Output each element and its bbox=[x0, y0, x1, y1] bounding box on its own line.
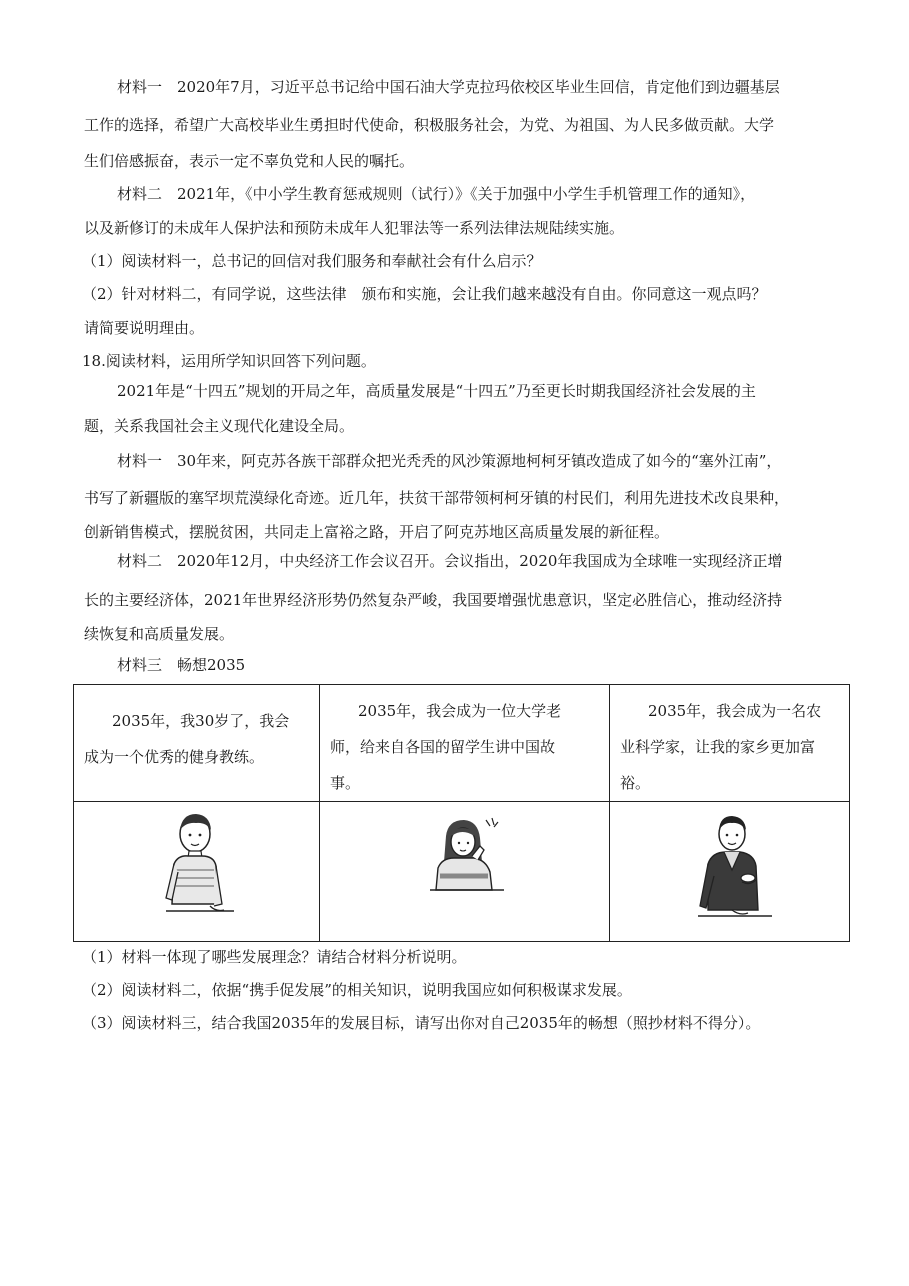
q18-question2: （2）阅读材料二，依据“携手促发展”的相关知识，说明我国应如何积极谋求发展。 bbox=[82, 981, 632, 999]
cell2-line3: 事。 bbox=[330, 774, 361, 792]
q17-question2-cont: 请简要说明理由。 bbox=[84, 319, 205, 337]
picture-cell-girl bbox=[320, 802, 610, 942]
cell1-line2: 成为一个优秀的健身教练。 bbox=[84, 748, 265, 766]
q17-material1-line3: 生们倍感振奋，表示一定不辜负党和人民的嘱托。 bbox=[84, 152, 415, 170]
dream-2035-table bbox=[73, 684, 850, 942]
cell3-line2: 业科学家，让我的家乡更加富 bbox=[620, 738, 816, 756]
girl-figure-illustration bbox=[428, 816, 508, 898]
q18-material1-line3: 创新销售模式，摆脱贫困，共同走上富裕之路，开启了阿克苏地区高质量发展的新征程。 bbox=[84, 523, 670, 541]
picture-cell-young-man bbox=[610, 802, 850, 942]
boy-figure-illustration bbox=[156, 808, 236, 926]
q18-material2-line3: 续恢复和高质量发展。 bbox=[84, 625, 235, 643]
table-cell-coach bbox=[74, 685, 320, 802]
q17-question1: （1）阅读材料一，总书记的回信对我们服务和奉献社会有什么启示？ bbox=[82, 252, 542, 270]
cell2-line1: 2035年，我会成为一位大学老 bbox=[358, 702, 562, 720]
picture-cell-boy bbox=[74, 802, 320, 942]
cell2-line2: 师，给来自各国的留学生讲中国故 bbox=[330, 738, 556, 756]
table-cell-teacher bbox=[320, 685, 610, 802]
q17-material2-line1: 材料二 2021年，《中小学生教育惩戒规则（试行）》《关于加强中小学生手机管理工作的通知》， bbox=[117, 185, 756, 203]
table-cell-scientist bbox=[610, 685, 850, 802]
q18-material2-line2: 长的主要经济体，2021年世界经济形势仍然复杂严峻，我国要增强忧患意识，坚定必胜信心，推动经济持 bbox=[84, 591, 783, 609]
q18-material1-line2: 书写了新疆版的塞罕坝荒漠绿化奇迹。近几年，扶贫干部带领柯柯牙镇的村民们，利用先进技术改良果种， bbox=[84, 489, 790, 507]
q17-material1-line1: 材料一 2020年7月，习近平总书记给中国石油大学克拉玛依校区毕业生回信，肯定他们到边疆基层 bbox=[117, 78, 780, 96]
q17-material1-line2: 工作的选择，希望广大高校毕业生勇担时代使命，积极服务社会，为党、为祖国、为人民多做贡献。大学 bbox=[84, 116, 775, 134]
q18-material2-line1: 材料二 2020年12月，中央经济工作会议召开。会议指出，2020年我国成为全球唯一实现经济正增 bbox=[117, 552, 783, 570]
q18-material3-title: 材料三 畅想2035 bbox=[117, 656, 246, 674]
q18-intro-line2: 题，关系我国社会主义现代化建设全局。 bbox=[84, 417, 355, 435]
q18-question1: （1）材料一体现了哪些发展理念？请结合材料分析说明。 bbox=[82, 948, 467, 966]
cell3-line3: 裕。 bbox=[620, 774, 651, 792]
q18-intro-line1: 2021年是“十四五”规划的开局之年，高质量发展是“十四五”乃至更长时期我国经济社会发展的主 bbox=[117, 382, 756, 400]
cell1-line1: 2035年，我30岁了，我会 bbox=[112, 712, 290, 730]
young-man-figure-illustration bbox=[694, 810, 774, 926]
cell3-line1: 2035年，我会成为一名农 bbox=[648, 702, 822, 720]
q18-material1-line1: 材料一 30年来，阿克苏各族干部群众把光秃秃的风沙策源地柯柯牙镇改造成了如今的“塞外江南”， bbox=[117, 452, 782, 470]
q18-title: 18.阅读材料，运用所学知识回答下列问题。 bbox=[82, 352, 376, 370]
q17-material2-line2: 以及新修订的未成年人保护法和预防未成年人犯罪法等一系列法律法规陆续实施。 bbox=[84, 219, 625, 237]
q18-question3: （3）阅读材料三，结合我国2035年的发展目标，请写出你对自己2035年的畅想（照抄材料不得分）。 bbox=[82, 1014, 761, 1032]
q17-question2: （2）针对材料二，有同学说，这些法律 颁布和实施，会让我们越来越没有自由。你同意这一观点吗？ bbox=[82, 285, 767, 303]
